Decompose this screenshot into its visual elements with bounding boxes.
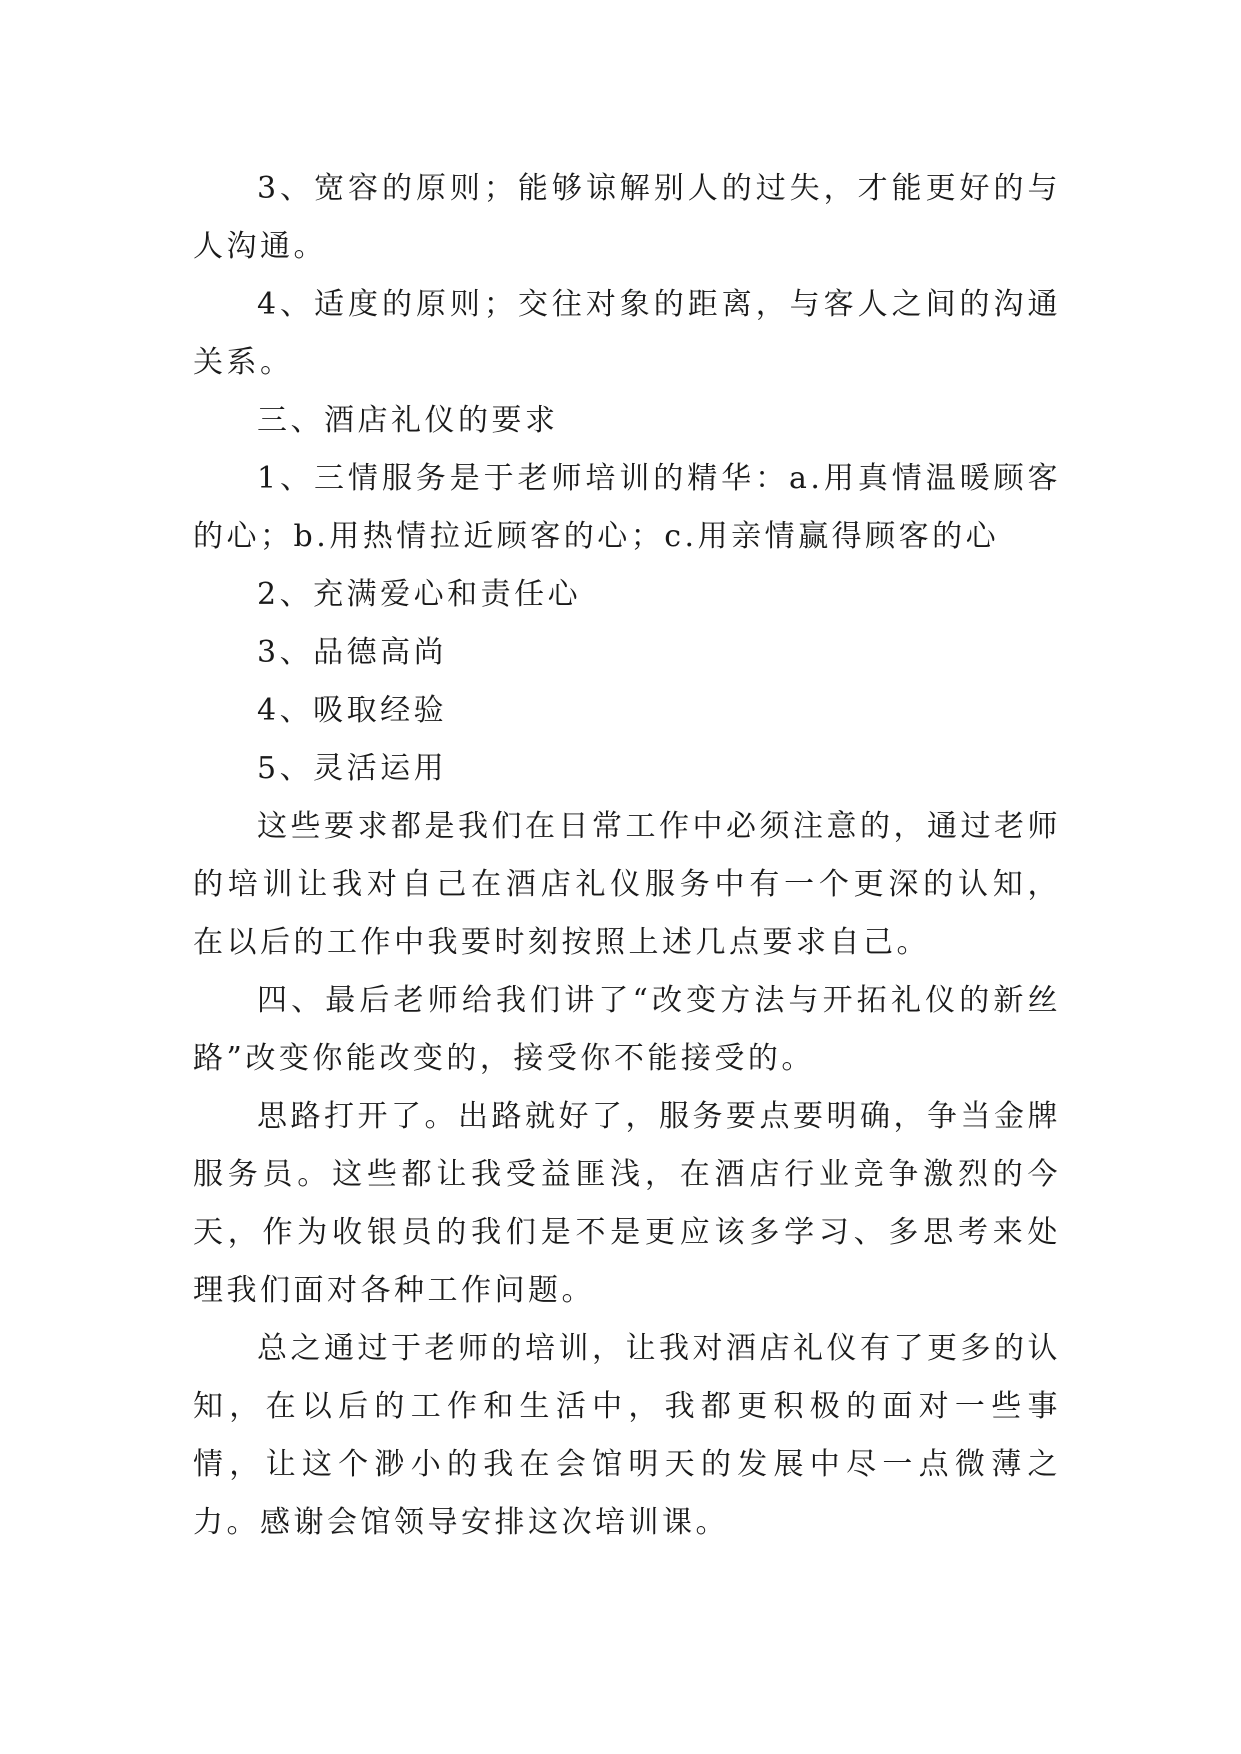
paragraph-principle-moderation: 4、适度的原则；交往对象的距离，与客人之间的沟通关系。: [193, 287, 1061, 380]
paragraph-requirement-4: 4、吸取经验: [257, 693, 448, 728]
paragraph-principle-tolerance: 3、宽容的原则；能够谅解别人的过失，才能更好的与人沟通。: [193, 171, 1061, 264]
paragraph-requirement-5: 5、灵活运用: [257, 751, 448, 786]
document-body: [193, 160, 1061, 1552]
paragraph-requirement-2: 2、充满爱心和责任心: [257, 577, 582, 612]
paragraph-requirement-1: 1、三情服务是于老师培训的精华：a.用真情温暖顾客的心；b.用热情拉近顾客的心；c.用亲情赢得顾客的心: [193, 461, 1061, 554]
paragraph-conclusion: 总之通过于老师的培训，让我对酒店礼仪有了更多的认知，在以后的工作和生活中，我都更积极的面对一些事情，让这个渺小的我在会馆明天的发展中尽一点微薄之力。感谢会馆领导安排这次培训课。: [193, 1331, 1061, 1540]
paragraph-open-mind: 思路打开了。出路就好了，服务要点要明确，争当金牌服务员。这些都让我受益匪浅，在酒店行业竞争激烈的今天，作为收银员的我们是不是更应该多学习、多思考来处理我们面对各种工作问题。: [193, 1099, 1061, 1308]
section-heading-new-approach: 四、最后老师给我们讲了“改变方法与开拓礼仪的新丝路”改变你能改变的，接受你不能接受的。: [193, 983, 1061, 1076]
section-heading-requirements: 三、酒店礼仪的要求: [257, 403, 559, 438]
paragraph-reflection: 这些要求都是我们在日常工作中必须注意的，通过老师的培训让我对自己在酒店礼仪服务中有一个更深的认知，在以后的工作中我要时刻按照上述几点要求自己。: [193, 809, 1061, 960]
paragraph-requirement-3: 3、品德高尚: [257, 635, 448, 670]
